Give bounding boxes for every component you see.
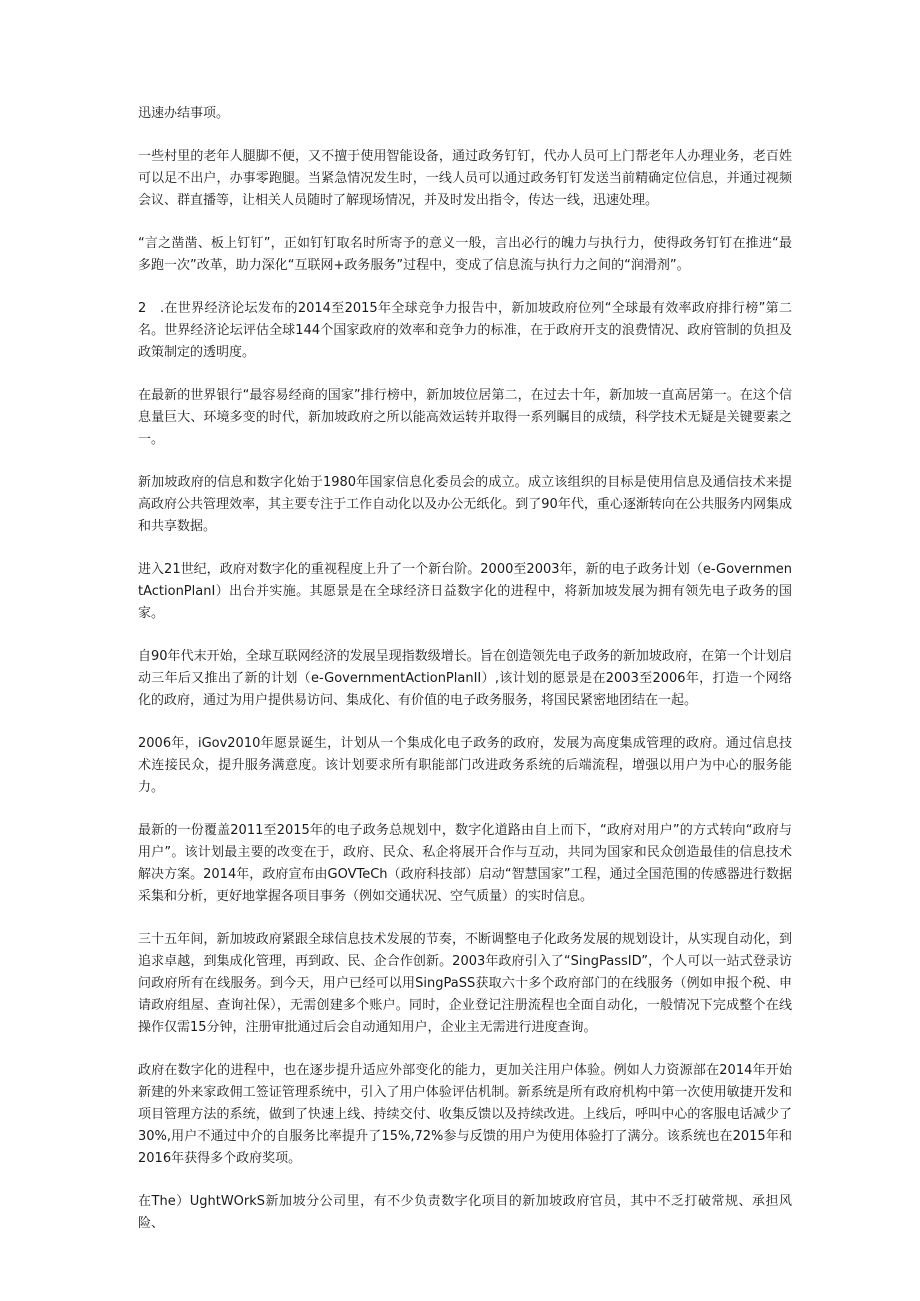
paragraph: 政府在数字化的进程中，也在逐步提升适应外部变化的能力，更加关注用户体验。例如人力资源部在2014年开始新建的外来家政佣工签证管理系统中，引入了用户体验评估机制。新系统是所有政府机构中第一次使用敏捷开发和项目管理方法的系统，做到了快速上线、持续交付、收集反馈以及持续改进。上线后，呼叫中心的客服电话减少了30%,用户不通过中介的自服务比率提升了15%,72%参与反馈的用户为使用体验打了满分。该系统也在2015年和2016年获得多个政府奖项。 bbox=[138, 1063, 792, 1166]
paragraph: 迅速办结事项。 bbox=[138, 106, 230, 121]
document-body bbox=[138, 103, 792, 1235]
paragraph: 在最新的世界银行“最容易经商的国家”排行榜中，新加坡位居第二，在过去十年，新加坡一直高居第一。在这个信息量巨大、环境多变的时代，新加坡政府之所以能高效运转并取得一系列瞩目的成绩，科学技术无疑是关键要素之一。 bbox=[138, 388, 792, 447]
paragraph: 一些村里的老年人腿脚不便，又不擅于使用智能设备，通过政务钉钉，代办人员可上门帮老年人办理业务，老百姓可以足不出户，办事零跑腿。当紧急情况发生时，一线人员可以通过政务钉钉发送当前精确定位信息，并通过视频会议、群直播等，让相关人员随时了解现场情况，并及时发出指令，传达一线，迅速处理。 bbox=[138, 149, 792, 208]
paragraph: 2006年，iGov2010年愿景诞生，计划从一个集成化电子政务的政府，发展为高度集成管理的政府。通过信息技术连接民众，提升服务满意度。该计划要求所有职能部门改进政务系统的后端流程，增强以用户为中心的服务能力。 bbox=[138, 736, 792, 795]
paragraph: 新加坡政府的信息和数字化始于1980年国家信息化委员会的成立。成立该组织的目标是使用信息及通信技术来提高政府公共管理效率，其主要专注于工作自动化以及办公无纸化。到了90年代，重心逐渐转向在公共服务内网集成和共享数据。 bbox=[138, 475, 792, 534]
paragraph: 自90年代末开始，全球互联网经济的发展呈现指数级增长。旨在创造领先电子政务的新加坡政府，在第一个计划启动三年后又推出了新的计划（e-GovernmentActionPlanII）,该计划的愿景是在2003至2006年，打造一个网络化的政府，通过为用户提供易访问、集成化、有价值的电子政务服务，将国民紧密地团结在一起。 bbox=[138, 649, 792, 708]
paragraph: “言之凿凿、板上钉钉”，正如钉钉取名时所寄予的意义一般，言出必行的魄力与执行力，使得政务钉钉在推进“最多跑一次”改革，助力深化“互联网+政务服务”过程中，变成了信息流与执行力之间的“润滑剂”。 bbox=[138, 236, 792, 273]
paragraph: 2 .在世界经济论坛发布的2014至2015年全球竞争力报告中，新加坡政府位列“全球最有效率政府排行榜”第二名。世界经济论坛评估全球144个国家政府的效率和竞争力的标准，在于政府开支的浪费情况、政府管制的负担及政策制定的透明度。 bbox=[138, 301, 792, 360]
paragraph: 最新的一份覆盖2011至2015年的电子政务总规划中，数字化道路由自上而下，“政府对用户”的方式转向“政府与用户”。该计划最主要的改变在于，政府、民众、私企将展开合作与互动，共同为国家和民众创造最佳的信息技术解决方案。2014年，政府宣布由GOVTeCh（政府科技部）启动“智慧国家”工程，通过全国范围的传感器进行数据采集和分析，更好地掌握各项目事务（例如交通状况、空气质量）的实时信息。 bbox=[138, 823, 792, 904]
paragraph: 进入21世纪，政府对数字化的重视程度上升了一个新台阶。2000至2003年，新的电子政务计划（e-GovernmentActionPlanI）出台并实施。其愿景是在全球经济日益数字化的进程中，将新加坡发展为拥有领先电子政务的国家。 bbox=[138, 562, 792, 621]
paragraph: 在The）UghtWOrkS新加坡分公司里，有不少负责数字化项目的新加坡政府官员，其中不乏打破常规、承担风险、 bbox=[138, 1194, 792, 1231]
paragraph: 三十五年间，新加坡政府紧跟全球信息技术发展的节奏，不断调整电子化政务发展的规划设计，从实现自动化，到追求卓越，到集成化管理，再到政、民、企合作创新。2003年政府引入了“SingPassID”，个人可以一站式登录访问政府所有在线服务。到今天，用户已经可以用SingPaSS获取六十多个政府部门的在线服务（例如申报个税、申请政府组屋、查询社保），无需创建多个账户。同时，企业登记注册流程也全面自动化，一般情况下完成整个在线操作仅需15分钟，注册审批通过后会自动通知用户，企业主无需进行进度查询。 bbox=[138, 932, 792, 1035]
